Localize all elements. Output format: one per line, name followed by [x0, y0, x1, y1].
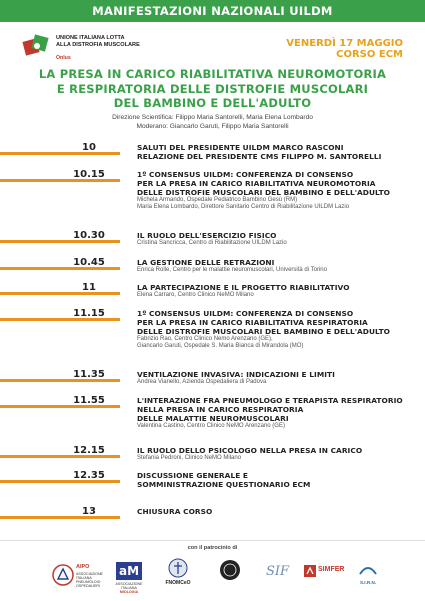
aipo-icon: [52, 564, 74, 586]
slot-title-line: PER LA PRESA IN CARICO RIABILITATIVA NEUROMOTORIA: [137, 179, 376, 188]
logo-line-3: Onlus: [56, 55, 71, 61]
slot-title-line: NELLA PRESA IN CARICO RESPIRATORIA: [137, 405, 304, 414]
slot-title-line: LA GESTIONE DELLE RETRAZIONI: [137, 258, 275, 267]
simfer-logo: [304, 558, 344, 594]
slot-content: [137, 446, 405, 462]
patronage-label: con il patrocinio di: [187, 545, 238, 551]
slot-time: 10.30: [58, 231, 120, 243]
slot-speaker: Giancarlo Garuti, Ospedale S. Maria Bianca di Mirandola (MO): [137, 343, 304, 350]
slot-time: 10.45: [58, 258, 120, 270]
course-title-line-1: LA PRESA IN CARICO RIABILITATIVA NEUROMOTORIA: [38, 67, 387, 81]
slot-speaker: Andrea Vianello, Azienda Ospedaliera di Padova: [137, 379, 267, 385]
partner-logo: [212, 558, 248, 594]
sponsor-logos: [52, 558, 382, 594]
slot-time: 11: [58, 283, 120, 295]
slot-speaker: Elena Carraro, Centro Clinico NeMO Milano: [137, 292, 254, 298]
slot-time: 13: [58, 507, 120, 519]
simfer-icon: [304, 565, 316, 577]
slot-time: 10.15: [58, 170, 120, 182]
logo-line-1: UNIONE ITALIANA LOTTA: [56, 35, 125, 41]
slot-speaker: Cristina Sancricca, Centro di Riabilitazione UILDM Lazio: [137, 240, 287, 246]
direction-line: Direzione Scientifica: Filippo Maria Santorelli, Maria Elena Lombardo: [112, 114, 313, 121]
slot-speaker: Fabrizio Rao, Centro Clinico Nemo Arenzano (GE),: [137, 336, 273, 342]
course-title: [30, 67, 395, 111]
aipo-desc-4: OSPEDALIERI: [76, 584, 100, 588]
aim-desc-2: MIOLOGIA: [119, 590, 139, 594]
slot-title-line: IL RUOLO DELL'ESERCIZIO FISICO: [137, 231, 277, 240]
slot-content: [137, 507, 405, 516]
slot-title-line: IL RUOLO DELLO PSICOLOGO NELLA PRESA IN CARICO: [137, 446, 363, 455]
aim-logo: [112, 558, 146, 594]
sirn-logo: [354, 558, 382, 594]
aipo-logo: [52, 558, 104, 594]
aim-desc-1: ASSOCIAZIONE ITALIANA: [115, 582, 143, 590]
aipo-desc-2: ITALIANA: [76, 576, 92, 580]
slot-title-line: DELLE MALATTIE NEUROMUSCOLARI: [137, 414, 289, 423]
slot-content: [137, 143, 405, 161]
slot-title-line: LA PARTECIPAZIONE E IL PROGETTO RIABILITATIVO: [137, 283, 350, 292]
slot-speaker: Valentina Castino, Centro Clinico NeMO Arenzano (GE): [137, 423, 285, 429]
scientific-direction: [20, 114, 405, 131]
slot-time: 11.15: [58, 309, 120, 321]
slot-content: [137, 471, 405, 489]
logo-line-2: ALLA DISTROFIA MUSCOLARE: [56, 41, 140, 48]
fnomceo-name: FNOMCeO: [165, 580, 191, 586]
slot-title-line: 1º CONSENSUS UILDM: CONFERENZA DI CONSENSO: [137, 170, 354, 179]
slot-content: [137, 231, 405, 247]
sirn-icon: [358, 562, 378, 578]
simfer-name: SIMFER: [318, 566, 345, 573]
footer-divider: [0, 540, 425, 541]
moderators-line: Moderano: Giancarlo Garuti, Filippo Maria Santorelli: [136, 122, 289, 130]
event-date: [286, 38, 403, 60]
uildm-logo-icon: [22, 32, 52, 60]
slot-title-line: VENTILAZIONE INVASIVA: INDICAZIONI E LIMITI: [137, 370, 335, 379]
slot-title-line: RELAZIONE DEL PRESIDENTE CMS FILIPPO M. SANTORELLI: [137, 152, 382, 161]
slot-content: [137, 258, 405, 274]
slot-time: 12.35: [58, 471, 120, 483]
course-title-line-3: DEL BAMBINO E DELL'ADULTO: [113, 96, 312, 110]
slot-title-line: CHIUSURA CORSO: [137, 507, 213, 516]
fnomceo-icon: [168, 558, 188, 578]
aipo-desc-1: ASSOCIAZIONE: [76, 572, 103, 576]
slot-content: [137, 309, 405, 350]
slot-time: 10: [58, 143, 120, 155]
event-banner: MANIFESTAZIONI NAZIONALI UILDM: [0, 0, 425, 22]
slot-title-line: 1º CONSENSUS UILDM: CONFERENZA DI CONSENSO: [137, 309, 354, 318]
slot-title-line: DELLE DISTROFIE MUSCOLARI DEL BAMBINO E DELL'ADULTO: [137, 327, 390, 336]
aipo-name: AIPO: [76, 564, 90, 570]
slot-time: 12.15: [58, 446, 120, 458]
event-day: VENERDÌ 17 MAGGIO: [286, 38, 403, 49]
uildm-logo: [22, 32, 152, 62]
sif-mark: SIF: [266, 564, 290, 579]
sif-logo: [262, 558, 292, 594]
slot-speaker: Maria Elena Lombardo, Direttore Sanitario Centro di Riabilitazione UILDM Lazio: [137, 204, 350, 211]
slot-title-line: PER LA PRESA IN CARICO RIABILITATIVA RESPIRATORIA: [137, 318, 368, 327]
aim-mark: aM: [116, 562, 142, 580]
course-title-line-2: E RESPIRATORIA DELLE DISTROFIE MUSCOLARI: [56, 81, 369, 96]
slot-title-line: L'INTERAZIONE FRA PNEUMOLOGO E TERAPISTA RESPIRATORIO: [137, 396, 403, 405]
partner-seal-icon: [219, 559, 241, 581]
event-type: CORSO ECM: [336, 49, 403, 60]
slot-content: [137, 370, 405, 386]
slot-speaker: Enrica Rolle, Centro per le malattie neuromuscolari, Università di Torino: [137, 267, 327, 273]
slot-content: [137, 283, 405, 299]
slot-time: 11.55: [58, 396, 120, 408]
aipo-desc-3: PNEUMOLOGI: [76, 580, 101, 584]
slot-speaker: Michela Armando, Ospedale Pediatrico Bambino Gesù (RM): [137, 197, 298, 203]
sirn-name: S.I.R.N.: [359, 580, 377, 585]
slot-content: [137, 170, 405, 211]
slot-title-line: SOMMINISTRAZIONE QUESTIONARIO ECM: [137, 480, 311, 489]
slot-content: [137, 396, 405, 430]
slot-time: 11.35: [58, 370, 120, 382]
slot-speaker: Stefania Pedroni, Clinico NeMO Milano: [137, 455, 242, 461]
slot-title-line: SALUTI DEL PRESIDENTE UILDM MARCO RASCONI: [137, 143, 344, 152]
slot-title-line: DISCUSSIONE GENERALE E: [137, 471, 249, 480]
fnomceo-logo: [160, 558, 196, 594]
slot-title-line: DELLE DISTROFIE MUSCOLARI DEL BAMBINO E DELL'ADULTO: [137, 188, 390, 197]
